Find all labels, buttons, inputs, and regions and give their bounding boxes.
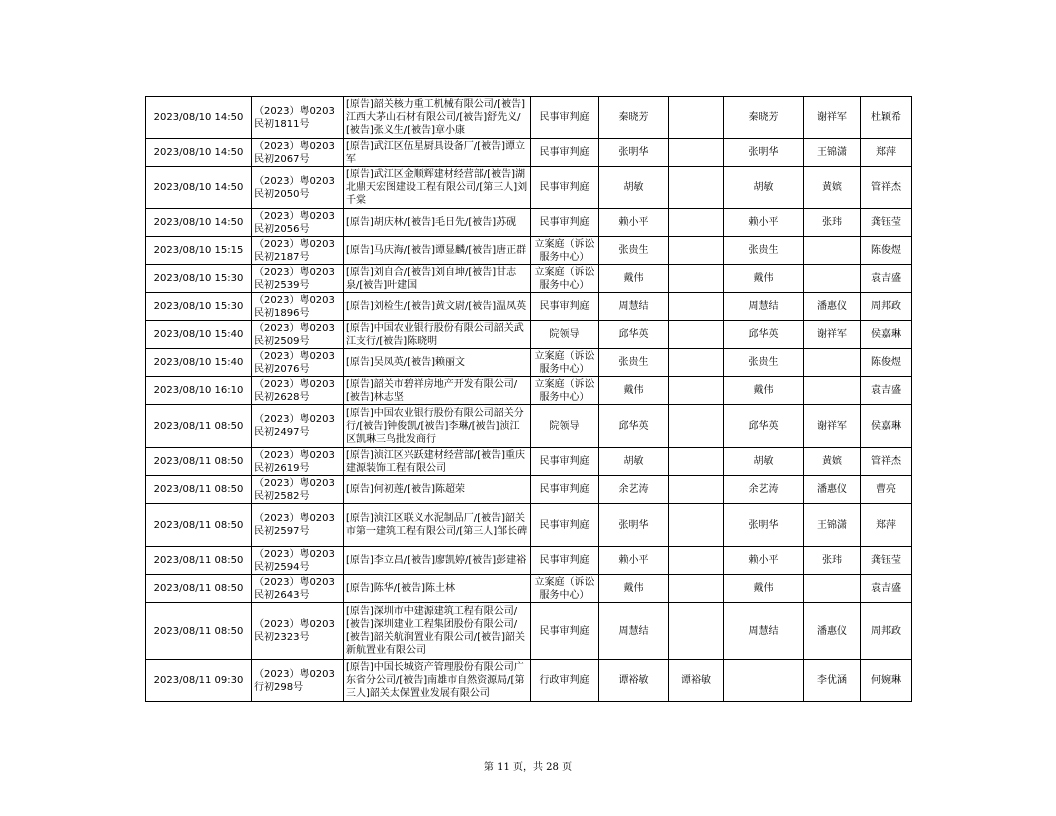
clerk-cell: 侯嘉琳 bbox=[861, 405, 912, 448]
judge-cell: 赖小平 bbox=[724, 547, 804, 575]
time-cell: 2023/08/10 14:50 bbox=[146, 167, 252, 209]
table-row bbox=[146, 603, 912, 660]
table-row bbox=[146, 476, 912, 504]
department-cell: 立案庭（诉讼服务中心） bbox=[531, 575, 599, 603]
time-cell: 2023/08/11 08:50 bbox=[146, 575, 252, 603]
table-row bbox=[146, 405, 912, 448]
table-row bbox=[146, 504, 912, 547]
judge-cell: 张明华 bbox=[724, 139, 804, 167]
presiding-judge-cell: 邱华英 bbox=[599, 321, 669, 349]
time-cell: 2023/08/11 09:30 bbox=[146, 660, 252, 702]
presiding-judge-cell: 戴伟 bbox=[599, 377, 669, 405]
judge-cell: 胡敏 bbox=[724, 167, 804, 209]
case-number-cell: （2023）粤0203行初298号 bbox=[252, 660, 344, 702]
parties-cell: [原告]李立昌/[被告]廖凯婷/[被告]彭建裕 bbox=[344, 547, 531, 575]
judge-cell: 戴伟 bbox=[724, 377, 804, 405]
presiding-judge-cell: 赖小平 bbox=[599, 547, 669, 575]
department-cell: 立案庭（诉讼服务中心） bbox=[531, 265, 599, 293]
judge-cell bbox=[669, 209, 724, 237]
presiding-judge-cell: 胡敏 bbox=[599, 167, 669, 209]
time-cell: 2023/08/10 15:40 bbox=[146, 349, 252, 377]
schedule-table bbox=[145, 96, 912, 702]
table-row bbox=[146, 167, 912, 209]
parties-cell: [原告]深圳市中建源建筑工程有限公司/[被告]深圳建业工程集团股份有限公司/[被告]韶关航润置业有限公司/[被告]韶关新航置业有限公司 bbox=[344, 603, 531, 660]
presiding-judge-cell: 张明华 bbox=[599, 504, 669, 547]
juror-cell: 谢祥军 bbox=[804, 321, 861, 349]
judge-cell: 周慧结 bbox=[724, 603, 804, 660]
juror-cell bbox=[804, 349, 861, 377]
judge-cell: 邱华英 bbox=[724, 321, 804, 349]
time-cell: 2023/08/10 16:10 bbox=[146, 377, 252, 405]
clerk-cell: 周邦政 bbox=[861, 293, 912, 321]
juror-cell bbox=[804, 575, 861, 603]
table-row bbox=[146, 97, 912, 139]
juror-cell: 谢祥军 bbox=[804, 97, 861, 139]
clerk-cell: 曹亮 bbox=[861, 476, 912, 504]
department-cell: 民事审判庭 bbox=[531, 139, 599, 167]
time-cell: 2023/08/10 15:30 bbox=[146, 265, 252, 293]
juror-cell bbox=[804, 377, 861, 405]
judge-cell: 张明华 bbox=[724, 504, 804, 547]
presiding-judge-cell: 周慧结 bbox=[599, 603, 669, 660]
juror-cell: 张玮 bbox=[804, 209, 861, 237]
judge-cell bbox=[669, 575, 724, 603]
table-row bbox=[146, 321, 912, 349]
table-row bbox=[146, 575, 912, 603]
clerk-cell: 管祥杰 bbox=[861, 167, 912, 209]
time-cell: 2023/08/10 14:50 bbox=[146, 209, 252, 237]
judge-cell bbox=[669, 265, 724, 293]
department-cell: 民事审判庭 bbox=[531, 167, 599, 209]
presiding-judge-cell: 周慧结 bbox=[599, 293, 669, 321]
department-cell: 立案庭（诉讼服务中心） bbox=[531, 237, 599, 265]
judge-cell bbox=[669, 167, 724, 209]
time-cell: 2023/08/10 15:30 bbox=[146, 293, 252, 321]
judge-cell: 周慧结 bbox=[724, 293, 804, 321]
clerk-cell: 陈俊煜 bbox=[861, 237, 912, 265]
juror-cell: 潘惠仪 bbox=[804, 476, 861, 504]
juror-cell: 潘惠仪 bbox=[804, 603, 861, 660]
clerk-cell: 陈俊煜 bbox=[861, 349, 912, 377]
judge-cell bbox=[669, 139, 724, 167]
table-row bbox=[146, 448, 912, 476]
parties-cell: [原告]胡庆林/[被告]毛日先/[被告]苏砚 bbox=[344, 209, 531, 237]
judge-cell: 秦晓芳 bbox=[724, 97, 804, 139]
parties-cell: [原告]浈江区兴跃建材经营部/[被告]重庆建源装饰工程有限公司 bbox=[344, 448, 531, 476]
juror-cell bbox=[804, 237, 861, 265]
case-number-cell: （2023）粤0203民初2323号 bbox=[252, 603, 344, 660]
department-cell: 院领导 bbox=[531, 405, 599, 448]
parties-cell: [原告]陈华/[被告]陈土林 bbox=[344, 575, 531, 603]
time-cell: 2023/08/11 08:50 bbox=[146, 476, 252, 504]
case-number-cell: （2023）粤0203民初2628号 bbox=[252, 377, 344, 405]
department-cell: 民事审判庭 bbox=[531, 547, 599, 575]
parties-cell: [原告]中国农业银行股份有限公司韶关武江支行/[被告]陈晓明 bbox=[344, 321, 531, 349]
judge-cell: 赖小平 bbox=[724, 209, 804, 237]
department-cell: 民事审判庭 bbox=[531, 603, 599, 660]
judge-cell: 戴伟 bbox=[724, 265, 804, 293]
parties-cell: [原告]何初莲/[被告]陈超荣 bbox=[344, 476, 531, 504]
judge-cell bbox=[669, 448, 724, 476]
presiding-judge-cell: 邱华英 bbox=[599, 405, 669, 448]
department-cell: 民事审判庭 bbox=[531, 97, 599, 139]
time-cell: 2023/08/11 08:50 bbox=[146, 448, 252, 476]
clerk-cell: 杜颖希 bbox=[861, 97, 912, 139]
presiding-judge-cell: 张明华 bbox=[599, 139, 669, 167]
department-cell: 民事审判庭 bbox=[531, 209, 599, 237]
table-row bbox=[146, 139, 912, 167]
table-row bbox=[146, 209, 912, 237]
case-number-cell: （2023）粤0203民初2067号 bbox=[252, 139, 344, 167]
department-cell: 立案庭（诉讼服务中心） bbox=[531, 377, 599, 405]
clerk-cell: 何婉琳 bbox=[861, 660, 912, 702]
department-cell: 民事审判庭 bbox=[531, 504, 599, 547]
judge-cell: 张贵生 bbox=[724, 237, 804, 265]
table-row bbox=[146, 293, 912, 321]
presiding-judge-cell: 张贵生 bbox=[599, 349, 669, 377]
table-row bbox=[146, 547, 912, 575]
clerk-cell: 侯嘉琳 bbox=[861, 321, 912, 349]
case-number-cell: （2023）粤0203民初2539号 bbox=[252, 265, 344, 293]
time-cell: 2023/08/11 08:50 bbox=[146, 603, 252, 660]
judge-cell bbox=[669, 504, 724, 547]
judge-cell: 余艺涛 bbox=[724, 476, 804, 504]
time-cell: 2023/08/10 15:15 bbox=[146, 237, 252, 265]
judge-cell bbox=[669, 293, 724, 321]
department-cell: 民事审判庭 bbox=[531, 293, 599, 321]
parties-cell: [原告]浈江区联义水泥制品厂/[被告]韶关市第一建筑工程有限公司/[第三人]邹长碑 bbox=[344, 504, 531, 547]
parties-cell: [原告]韶关市碧祥房地产开发有限公司/[被告]林志坚 bbox=[344, 377, 531, 405]
judge-cell bbox=[669, 547, 724, 575]
department-cell: 立案庭（诉讼服务中心） bbox=[531, 349, 599, 377]
clerk-cell: 龚钰莹 bbox=[861, 547, 912, 575]
parties-cell: [原告]武江区金顺辉建材经营部/[被告]湖北鼎天宏图建设工程有限公司/[第三人]刘千棠 bbox=[344, 167, 531, 209]
judge-cell bbox=[669, 237, 724, 265]
case-number-cell: （2023）粤0203民初2076号 bbox=[252, 349, 344, 377]
juror-cell: 潘惠仪 bbox=[804, 293, 861, 321]
judge-cell: 邱华英 bbox=[724, 405, 804, 448]
parties-cell: [原告]刘自合/[被告]刘自坤/[被告]甘志泉/[被告]叶建国 bbox=[344, 265, 531, 293]
juror-cell bbox=[804, 265, 861, 293]
presiding-judge-cell: 戴伟 bbox=[599, 265, 669, 293]
juror-cell: 黄嫔 bbox=[804, 448, 861, 476]
department-cell: 民事审判庭 bbox=[531, 476, 599, 504]
time-cell: 2023/08/10 14:50 bbox=[146, 97, 252, 139]
parties-cell: [原告]韶关核力重工机械有限公司/[被告]江西大茅山石材有限公司/[被告]舒先义/[被告]张义生/[被告]章小康 bbox=[344, 97, 531, 139]
department-cell: 民事审判庭 bbox=[531, 448, 599, 476]
time-cell: 2023/08/11 08:50 bbox=[146, 547, 252, 575]
case-number-cell: （2023）粤0203民初1811号 bbox=[252, 97, 344, 139]
time-cell: 2023/08/10 15:40 bbox=[146, 321, 252, 349]
table-row bbox=[146, 349, 912, 377]
time-cell: 2023/08/10 14:50 bbox=[146, 139, 252, 167]
presiding-judge-cell: 秦晓芳 bbox=[599, 97, 669, 139]
clerk-cell: 管祥杰 bbox=[861, 448, 912, 476]
table-row bbox=[146, 377, 912, 405]
presiding-judge-cell: 戴伟 bbox=[599, 575, 669, 603]
clerk-cell: 郑萍 bbox=[861, 504, 912, 547]
clerk-cell: 周邦政 bbox=[861, 603, 912, 660]
parties-cell: [原告]马庆海/[被告]谭显麟/[被告]唐正群 bbox=[344, 237, 531, 265]
parties-cell: [原告]吴凤英/[被告]赖丽文 bbox=[344, 349, 531, 377]
case-number-cell: （2023）粤0203民初2187号 bbox=[252, 237, 344, 265]
case-number-cell: （2023）粤0203民初2597号 bbox=[252, 504, 344, 547]
judge-cell bbox=[724, 660, 804, 702]
clerk-cell: 郑萍 bbox=[861, 139, 912, 167]
presiding-judge-cell: 张贵生 bbox=[599, 237, 669, 265]
judge-cell bbox=[669, 476, 724, 504]
juror-cell: 黄嫔 bbox=[804, 167, 861, 209]
judge-cell bbox=[669, 377, 724, 405]
judge-cell bbox=[669, 97, 724, 139]
judge-cell bbox=[669, 603, 724, 660]
time-cell: 2023/08/11 08:50 bbox=[146, 504, 252, 547]
parties-cell: [原告]武江区伍星厨具设备厂/[被告]谭立军 bbox=[344, 139, 531, 167]
presiding-judge-cell: 余艺涛 bbox=[599, 476, 669, 504]
judge-cell: 戴伟 bbox=[724, 575, 804, 603]
time-cell: 2023/08/11 08:50 bbox=[146, 405, 252, 448]
table-row bbox=[146, 265, 912, 293]
clerk-cell: 袁吉盛 bbox=[861, 265, 912, 293]
judge-cell bbox=[669, 321, 724, 349]
judge-cell: 张贵生 bbox=[724, 349, 804, 377]
judge-cell bbox=[669, 349, 724, 377]
department-cell: 行政审判庭 bbox=[531, 660, 599, 702]
parties-cell: [原告]中国长城资产管理股份有限公司广东省分公司/[被告]南雄市自然资源局/[第三人]韶关太保置业发展有限公司 bbox=[344, 660, 531, 702]
presiding-judge-cell: 谭裕敏 bbox=[599, 660, 669, 702]
judge-cell: 胡敏 bbox=[724, 448, 804, 476]
case-number-cell: （2023）粤0203民初2643号 bbox=[252, 575, 344, 603]
clerk-cell: 袁吉盛 bbox=[861, 575, 912, 603]
clerk-cell: 袁吉盛 bbox=[861, 377, 912, 405]
juror-cell: 张玮 bbox=[804, 547, 861, 575]
juror-cell: 谢祥军 bbox=[804, 405, 861, 448]
case-number-cell: （2023）粤0203民初2619号 bbox=[252, 448, 344, 476]
case-number-cell: （2023）粤0203民初2582号 bbox=[252, 476, 344, 504]
department-cell: 院领导 bbox=[531, 321, 599, 349]
table-row bbox=[146, 660, 912, 702]
case-number-cell: （2023）粤0203民初1896号 bbox=[252, 293, 344, 321]
table-row bbox=[146, 237, 912, 265]
page-footer: 第 11 页，共 28 页 bbox=[483, 762, 573, 773]
judge-cell: 谭裕敏 bbox=[669, 660, 724, 702]
juror-cell: 王锦潇 bbox=[804, 504, 861, 547]
case-number-cell: （2023）粤0203民初2497号 bbox=[252, 405, 344, 448]
presiding-judge-cell: 赖小平 bbox=[599, 209, 669, 237]
presiding-judge-cell: 胡敏 bbox=[599, 448, 669, 476]
parties-cell: [原告]中国农业银行股份有限公司韶关分行/[被告]钟俊凯/[被告]李琳/[被告]浈江区凯琳三鸟批发商行 bbox=[344, 405, 531, 448]
clerk-cell: 龚钰莹 bbox=[861, 209, 912, 237]
case-number-cell: （2023）粤0203民初2056号 bbox=[252, 209, 344, 237]
judge-cell bbox=[669, 405, 724, 448]
case-number-cell: （2023）粤0203民初2594号 bbox=[252, 547, 344, 575]
case-number-cell: （2023）粤0203民初2050号 bbox=[252, 167, 344, 209]
case-number-cell: （2023）粤0203民初2509号 bbox=[252, 321, 344, 349]
parties-cell: [原告]刘检生/[被告]黄文尉/[被告]温凤英 bbox=[344, 293, 531, 321]
juror-cell: 李优涵 bbox=[804, 660, 861, 702]
juror-cell: 王锦潇 bbox=[804, 139, 861, 167]
